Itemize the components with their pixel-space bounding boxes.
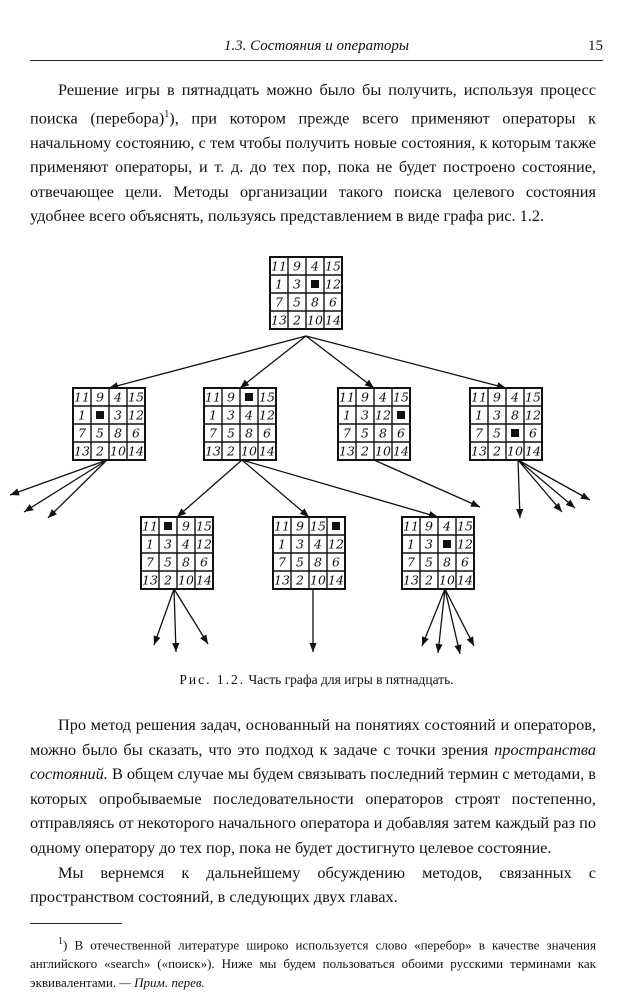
edge-line	[374, 460, 480, 507]
state-l1-2-tile: 12	[259, 407, 275, 423]
state-l1-3-tile: 9	[361, 389, 369, 405]
state-l2-3-blank-cell	[443, 540, 451, 548]
footnote-text: ) В отечественной литературе широко используется слово «перебор» в качестве значения английского «search» («поиск»). Ниже мы будем пользоваться обоими русскими терминами как эквивалентами.	[30, 937, 596, 991]
state-l1-4-tile: 2	[493, 443, 501, 459]
state-l2-2-tile: 5	[296, 554, 304, 570]
state-l1-4-tile: 13	[471, 443, 487, 459]
state-root-tile: 6	[329, 294, 337, 310]
caption-label: Рис. 1.2.	[179, 672, 246, 687]
state-l2-3-tile: 13	[403, 572, 419, 588]
state-l2-1-tile: 8	[182, 554, 190, 570]
state-l2-1-tile: 10	[178, 572, 194, 588]
edge-arrowhead	[454, 644, 461, 654]
state-l1-2-tile: 1	[209, 407, 217, 423]
edge-line	[242, 460, 309, 517]
state-l2-1-tile: 3	[164, 536, 172, 552]
state-l1-3-blank-cell	[397, 411, 405, 419]
state-l1-3-tile: 6	[397, 425, 405, 441]
state-l2-1-tile: 12	[196, 536, 212, 552]
state-l1-4-tile: 1	[475, 407, 483, 423]
state-l2-3-tile: 11	[403, 518, 419, 534]
edge-line	[174, 589, 208, 644]
state-l1-2-tile: 2	[227, 443, 235, 459]
header-title: 1.3. Состояния и операторы	[223, 38, 410, 54]
state-l2-2-tile: 1	[278, 536, 286, 552]
state-l2-2-blank-cell	[332, 522, 340, 530]
state-root-tile: 14	[325, 312, 341, 328]
state-l1-3-tile: 5	[361, 425, 369, 441]
edge-arrowhead	[496, 382, 506, 389]
page-number: 15	[588, 38, 603, 54]
state-l1-4-tile: 14	[525, 443, 541, 459]
figure-graph	[0, 250, 633, 660]
state-l2-1-tile: 15	[196, 518, 212, 534]
edge-line	[518, 460, 590, 500]
state-root-tile: 7	[275, 294, 283, 310]
paragraph-3-text: Мы вернемся к дальнейшему обсуждению методов, связанных с пространством состояний, в следующих двух главах.	[30, 862, 596, 907]
paragraph-2-text-a: Про метод решения задач, основанный на понятиях состояний и операторов, можно было бы сказать, что это подход к задаче с точки зрения	[30, 715, 596, 759]
state-l2-3-tile: 4	[443, 518, 451, 534]
state-l2-1-tile: 9	[182, 518, 190, 534]
edge-arrowhead	[516, 509, 523, 518]
caption-text: Часть графа для игры в пятнадцать.	[248, 672, 454, 687]
state-l2-3-tile: 15	[457, 518, 473, 534]
state-l2-2-tile: 3	[296, 536, 304, 552]
state-l1-1-tile: 1	[78, 407, 86, 423]
state-l2-2-tile: 8	[314, 554, 322, 570]
state-l1-1-tile: 15	[128, 389, 144, 405]
state-l1-1-tile: 3	[114, 407, 122, 423]
state-l1-3-tile: 11	[339, 389, 355, 405]
state-l2-2-tile: 6	[332, 554, 340, 570]
edge-line	[306, 336, 506, 388]
edge-arrowhead	[470, 500, 480, 507]
state-l2-3-tile: 3	[425, 536, 433, 552]
state-l2-2-tile: 11	[274, 518, 290, 534]
state-l1-1-tile: 4	[114, 389, 122, 405]
state-l1-3-tile: 4	[379, 389, 387, 405]
state-l1-2-tile: 4	[245, 407, 253, 423]
state-l1-2-tile: 10	[241, 443, 257, 459]
state-l2-1-blank-cell	[164, 522, 172, 530]
puzzle-graph-diagram	[0, 250, 633, 660]
state-l1-3-tile: 13	[339, 443, 355, 459]
state-l1-4-tile: 3	[493, 407, 501, 423]
edge-arrowhead	[24, 504, 34, 512]
edge-line	[306, 336, 374, 388]
state-l2-1-tile: 4	[182, 536, 190, 552]
edge-arrowhead	[422, 636, 429, 646]
state-l2-1-tile: 11	[142, 518, 158, 534]
state-root-tile: 12	[325, 276, 341, 292]
paragraph-1-text: Решение игры в пятнадцать можно было бы получить, используя процесс поиска (перебора)	[30, 80, 596, 128]
state-root-tile: 5	[293, 294, 301, 310]
edge-line	[109, 336, 306, 388]
edge-arrowhead	[154, 635, 161, 645]
edge-arrowhead	[435, 644, 442, 653]
state-l2-1-tile: 6	[200, 554, 208, 570]
state-l2-2-tile: 4	[314, 536, 322, 552]
state-root-tile: 3	[293, 276, 301, 292]
edge-line	[518, 460, 562, 512]
state-l1-2-blank-cell	[245, 393, 253, 401]
paragraph-2-text-b: В общем случае мы будем связывать последний термин с методами, в которых опробываемые последовательности операторов строят постепенно, отправляясь от некоторого начального оператора и добавляя затем каждый раз по одному оператору до тех пор, пока не будет достигнуто целевое состояние.	[30, 764, 596, 857]
state-l1-2-tile: 6	[263, 425, 271, 441]
edge-arrowhead	[172, 643, 179, 652]
state-root-tile: 8	[311, 294, 319, 310]
state-l2-2-tile: 2	[296, 572, 304, 588]
state-l2-1-tile: 2	[164, 572, 172, 588]
state-l2-3-tile: 1	[407, 536, 415, 552]
edge-line	[242, 460, 438, 517]
state-l2-2-tile: 12	[328, 536, 344, 552]
edge-arrowhead	[428, 511, 438, 518]
edge-arrowhead	[365, 380, 374, 388]
state-l1-4-tile: 11	[471, 389, 487, 405]
state-l1-1-tile: 11	[74, 389, 90, 405]
state-l2-1-tile: 13	[142, 572, 158, 588]
footnote-attribution: — Прим. перев.	[119, 975, 205, 991]
state-l2-2-tile: 7	[278, 554, 286, 570]
state-l1-4-tile: 8	[511, 407, 519, 423]
state-l1-1-tile: 12	[128, 407, 144, 423]
state-l2-3-tile: 6	[461, 554, 469, 570]
state-l1-4-blank-cell	[511, 429, 519, 437]
state-l1-4-tile: 6	[529, 425, 537, 441]
state-l1-3-tile: 2	[361, 443, 369, 459]
edge-arrowhead	[580, 492, 590, 500]
edge-line	[240, 336, 306, 388]
state-l1-2-tile: 3	[227, 407, 235, 423]
state-l2-3-tile: 9	[425, 518, 433, 534]
paragraph-1-rest: , при котором прежде всего применяют операторы к начальному состоянию, с тем чтобы получить новые состояния, к которым также применяют операторы, и т. д. до тех пор, пока не будет построено состояние, отвечающее цели. Методы организации такого поиска целевого состояния удобнее всего объяснять, пользуясь представлением в виде графа рис. 1.2.	[30, 108, 596, 226]
state-l2-3-tile: 12	[457, 536, 473, 552]
state-l2-1-tile: 5	[164, 554, 172, 570]
state-l1-1-tile: 13	[74, 443, 90, 459]
state-root-tile: 9	[293, 258, 301, 274]
footnote-rule	[30, 923, 122, 924]
edge-arrowhead	[10, 489, 20, 496]
state-l2-3-tile: 7	[407, 554, 415, 570]
state-l1-4-tile: 15	[525, 389, 541, 405]
state-l2-2-tile: 14	[328, 572, 344, 588]
state-root-tile: 13	[271, 312, 287, 328]
state-l1-1-tile: 6	[132, 425, 140, 441]
edge-arrowhead	[200, 634, 208, 644]
term-state-space: пространства состояний.	[30, 739, 597, 784]
state-root-tile: 2	[293, 312, 301, 328]
paragraph-2	[30, 713, 596, 910]
edge-line	[177, 460, 242, 517]
state-root-tile: 10	[307, 312, 323, 328]
state-l1-3-tile: 15	[393, 389, 409, 405]
state-l1-3-tile: 1	[343, 407, 351, 423]
edge-line	[445, 589, 474, 646]
state-root-tile: 11	[271, 258, 287, 274]
state-l2-3-tile: 5	[425, 554, 433, 570]
header-rule	[30, 60, 603, 61]
edge-arrowhead	[309, 643, 316, 652]
edge-arrowhead	[467, 636, 474, 646]
edge-line	[445, 589, 460, 654]
state-l1-2-tile: 11	[205, 389, 221, 405]
paragraph-1: Решение игры в пятнадцать можно было бы получить, используя процесс поиска (перебора)$^1$), при котором прежде всего применяют операторы к начальному состоянию, с тем чтобы получить новые состояния, к которым также применяют операторы, и т. д. до тех пор, пока не будет построено состояние, отвечающее цели. Методы организации такого поиска целевого состояния удобнее всего объяснять, пользуясь представлением в виде графа рис. 1.2.	[30, 80, 596, 226]
state-l2-2-tile: 15	[310, 518, 326, 534]
state-l1-3-tile: 3	[361, 407, 369, 423]
state-l2-3-tile: 14	[457, 572, 473, 588]
state-l1-1-tile: 14	[128, 443, 144, 459]
state-root-tile: 15	[325, 258, 341, 274]
running-header	[30, 36, 603, 60]
figure-caption	[0, 672, 633, 688]
state-root-blank-cell	[311, 280, 319, 288]
state-l1-1-tile: 5	[96, 425, 104, 441]
state-root-tile: 4	[311, 258, 319, 274]
edge-line	[518, 460, 575, 508]
state-l2-1-tile: 14	[196, 572, 212, 588]
state-l1-1-tile: 10	[110, 443, 126, 459]
state-l1-3-tile: 10	[375, 443, 391, 459]
state-l2-1-tile: 1	[146, 536, 154, 552]
state-l2-3-tile: 10	[439, 572, 455, 588]
edge-line	[174, 589, 176, 652]
state-l1-4-tile: 10	[507, 443, 523, 459]
state-l1-2-tile: 13	[205, 443, 221, 459]
footnote-mark: 1	[58, 936, 63, 947]
state-l1-4-tile: 4	[511, 389, 519, 405]
state-l1-1-tile: 9	[96, 389, 104, 405]
state-l1-4-tile: 7	[475, 425, 483, 441]
edge-line	[48, 460, 107, 518]
state-l2-2-tile: 9	[296, 518, 304, 534]
edge-arrowhead	[240, 380, 249, 388]
state-l1-4-tile: 12	[525, 407, 541, 423]
state-l1-4-tile: 5	[493, 425, 501, 441]
state-l1-2-tile: 8	[245, 425, 253, 441]
state-l2-2-tile: 13	[274, 572, 290, 588]
state-root-tile: 1	[275, 276, 283, 292]
footnote-ref: 1	[164, 108, 170, 120]
footnote	[30, 932, 596, 992]
state-l1-2-tile: 9	[227, 389, 235, 405]
state-l1-2-tile: 5	[227, 425, 235, 441]
state-l1-2-tile: 7	[209, 425, 217, 441]
state-l1-1-blank-cell	[96, 411, 104, 419]
state-l2-3-tile: 2	[425, 572, 433, 588]
state-l2-2-tile: 10	[310, 572, 326, 588]
state-l1-3-tile: 12	[375, 407, 391, 423]
state-l1-3-tile: 7	[343, 425, 351, 441]
state-l1-2-tile: 15	[259, 389, 275, 405]
edge-arrowhead	[109, 382, 119, 389]
state-l1-4-tile: 9	[493, 389, 501, 405]
state-l1-1-tile: 8	[114, 425, 122, 441]
state-l1-3-tile: 8	[379, 425, 387, 441]
state-l1-1-tile: 7	[78, 425, 86, 441]
state-l1-1-tile: 2	[96, 443, 104, 459]
state-l1-3-tile: 14	[393, 443, 409, 459]
state-l1-2-tile: 14	[259, 443, 275, 459]
state-l2-3-tile: 8	[443, 554, 451, 570]
state-l2-1-tile: 7	[146, 554, 154, 570]
